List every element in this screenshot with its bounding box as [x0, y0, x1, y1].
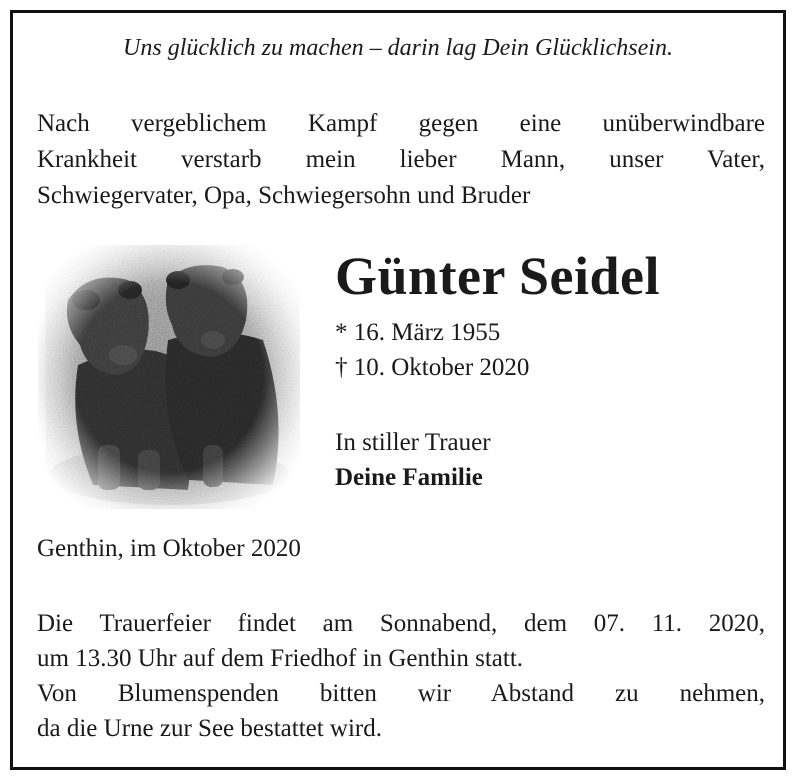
family-signature: Deine Familie — [335, 464, 483, 491]
place-date: Genthin, im Oktober 2020 — [37, 535, 301, 562]
birth-date: * 16. März 1955 — [335, 319, 501, 346]
funeral-line-2: um 13.30 Uhr auf dem Friedhof in Genthin statt. — [37, 645, 524, 672]
intro-text — [37, 106, 765, 214]
funeral-line-1: Die Trauerfeier findet am Sonnabend, dem 07. 11. 2020, — [37, 610, 765, 637]
two-dogs-photo — [38, 245, 300, 509]
funeral-info — [37, 606, 765, 746]
funeral-line-3: Von Blumenspenden bitten wir Abstand zu nehmen, — [37, 680, 765, 707]
life-dates — [335, 315, 529, 385]
intro-line-1: Nach vergeblichem Kampf gegen eine unüberwindbare — [37, 110, 765, 137]
mourning-block — [335, 425, 491, 495]
motto: Uns glücklich zu machen – darin lag Dein Glücklichsein. — [123, 35, 673, 61]
deceased-name: Günter Seidel — [335, 246, 661, 306]
death-date: † 10. Oktober 2020 — [335, 354, 530, 381]
funeral-line-4: da die Urne zur See bestattet wird. — [37, 715, 383, 742]
obituary-notice — [10, 10, 786, 770]
intro-line-3: Schwiegervater, Opa, Schwiegersohn und Bruder — [37, 182, 531, 209]
intro-line-2: Krankheit verstarb mein lieber Mann, unser Vater, — [37, 146, 765, 173]
mourning-line: In stiller Trauer — [335, 429, 491, 456]
